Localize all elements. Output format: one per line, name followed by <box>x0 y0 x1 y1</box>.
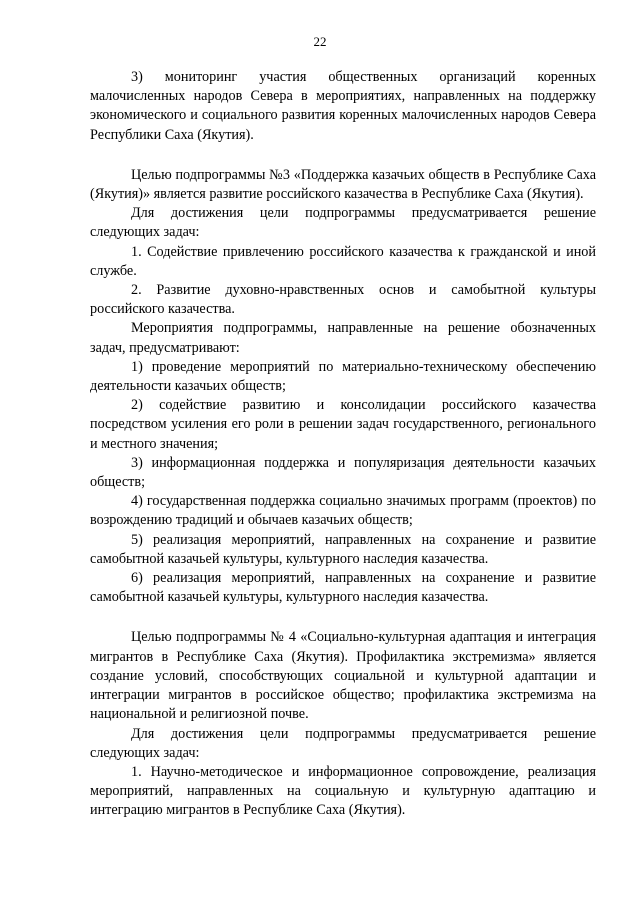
paragraph-subprogram-4-goal: Целью подпрограммы № 4 «Социально-культурная адаптация и интеграция мигрантов в Республике Саха (Якутия). Профилактика экстремизма» является создание условий, способствующих социальной и культурной адаптации и интеграции мигрантов в российское общество; профилактика экстремизма на национальной и религиозной почве. <box>90 629 596 723</box>
page-number: 22 <box>313 34 327 49</box>
paragraph-measure-3: 3) информационная поддержка и популяризация деятельности казачьих обществ; <box>90 454 596 491</box>
paragraph-measure-1: 1) проведение мероприятий по материально-техническому обеспечению деятельности казачьих обществ; <box>90 358 596 395</box>
paragraph-subprogram-3-goal: Целью подпрограммы №3 «Поддержка казачьих обществ в Республике Саха (Якутия)» является развитие российского казачества в Республике Саха (Якутия). <box>90 166 596 203</box>
paragraph-measure-6: 6) реализация мероприятий, направленных на сохранение и развитие самобытной казачьей культуры, культурного наследия казачества. <box>90 570 596 606</box>
paragraph-measure-4: 4) государственная поддержка социально значимых программ (проектов) по возрождению традиций и обычаев казачьих обществ; <box>90 493 596 529</box>
paragraph-task-1: 1. Содействие привлечению российского казачества к гражданской и иной службе. <box>90 243 596 279</box>
paragraph-measures-intro: Мероприятия подпрограммы, направленные на решение обозначенных задач, предусматривают: <box>90 320 596 356</box>
paragraph-task-2: 2. Развитие духовно-нравственных основ и самобытной культуры российского казачества. <box>90 282 596 318</box>
document-body <box>90 68 596 821</box>
section-gap <box>90 145 596 166</box>
paragraph-tasks-intro-2: Для достижения цели подпрограммы предусматривается решение следующих задач: <box>90 725 596 761</box>
paragraph-monitoring-item-3: 3) мониторинг участия общественных организаций коренных малочисленных народов Севера в мероприятиях, направленных на поддержку экономического и социального развития коренных малочисленных народов Севера Республики Саха (Якутия). <box>90 69 596 143</box>
paragraph-measure-5: 5) реализация мероприятий, направленных на сохранение и развитие самобытной казачьей культуры, культурного наследия казачества. <box>90 531 596 567</box>
paragraph-task-1-subprogram-4: 1. Научно-методическое и информационное сопровождение, реализация мероприятий, направленных на социальную и культурную адаптацию и интеграцию мигрантов в Республике Саха (Якутия). <box>90 763 596 819</box>
paragraph-tasks-intro: Для достижения цели подпрограммы предусматривается решение следующих задач: <box>90 205 596 241</box>
section-gap <box>90 607 596 628</box>
paragraph-measure-2: 2) содействие развитию и консолидации российского казачества посредством усиления его роли в решении задач государственного, регионального и местного значения; <box>90 397 596 452</box>
